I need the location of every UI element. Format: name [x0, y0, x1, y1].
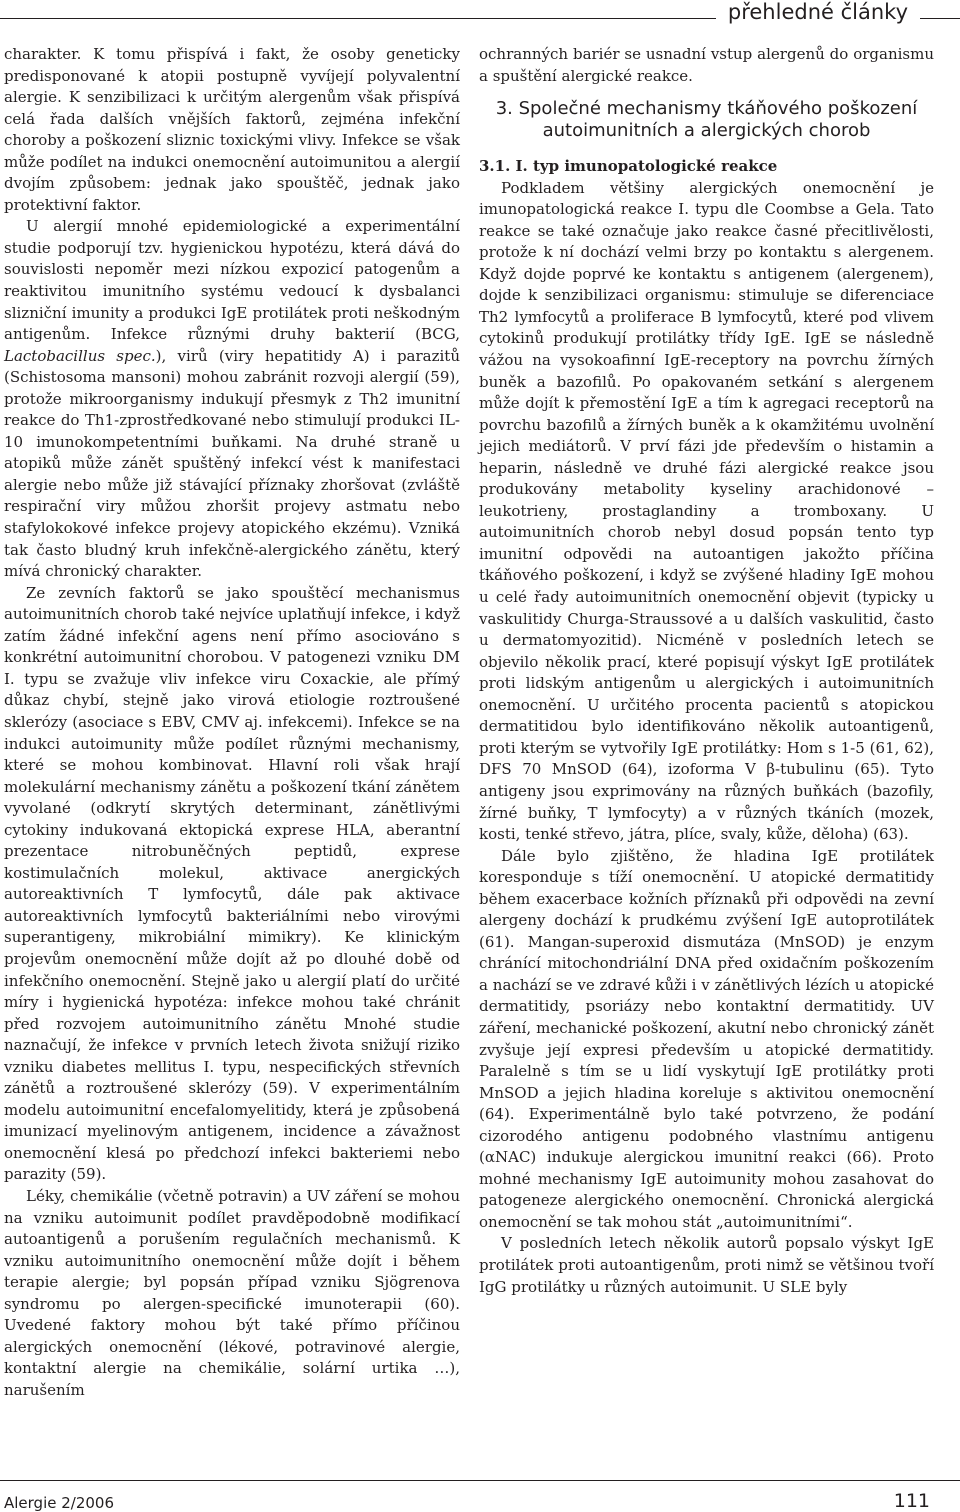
- left-paragraph-2-part-a: U alergií mnohé epidemiologické a experimentální studie podporují tzv. hygienickou hypotézu, která dává do souvislosti nepoměr mezi nízkou expozicí patogenům a reaktivitou imunitního systému vedoucí k dysbalanci slizniční imunity a produkci IgE protilátek proti neškodným antigenům. Infekce různými druhy bakterií (BCG,: [4, 217, 460, 344]
- section-label: přehledné články: [716, 0, 920, 24]
- left-paragraph-2: [4, 216, 460, 582]
- section-heading: 3. Společné mechanismy tkáňového poškození autoimunitních a alergických chorob: [495, 98, 918, 142]
- right-column: [479, 44, 934, 1298]
- left-paragraph-2-part-b: ), virů (viry hepatitidy A) i parazitů (Schistosoma mansoni) mohou zabránit rozvoji alergií (59), protože mikroorganismy indukují přesmyk z Th2 imunitní reakce do Th1-zprostředkované nebo stimulují produkci IL-10 imunokompetentními buňkami. Na druhé straně u atopiků může zánět spuštěný infekcí vést k manifestaci alergie nebo může již stávající příznaky zhoršovat (zvláště respirační viry můžou zhoršit projevy astmatu nebo stafylokokové infekce projevy atopického ekzému). Vzniká tak často bludný kruh infekčně-alergického zánětu, který mívá chronický charakter.: [4, 346, 460, 581]
- page-number: 111: [893, 1490, 930, 1512]
- subsection-heading: 3.1. I. typ imunopatologické reakce: [479, 157, 778, 176]
- right-paragraph-4: V posledních letech několik autorů popsalo výskyt IgE protilátek proti autoantigenům, proti nimž se většinou tvoří IgG protilátky u různých autoimunit. U SLE byly: [479, 1234, 934, 1296]
- page-footer: [0, 1480, 960, 1512]
- left-column: [4, 44, 460, 1401]
- right-paragraph-1: ochranných bariér se usnadní vstup alergenů do organismu a spuštění alergické reakce.: [479, 45, 934, 85]
- header-rule: [0, 0, 960, 24]
- left-paragraph-3: Ze zevních faktorů se jako spouštěcí mechanismus autoimunitních chorob také nejvíce uplatňují infekce, i když zatím žádné infekční agens není přímo asociováno s konkrétní autoimunitní chorobou. V patogenezi vzniku DM I. typu se zvažuje vliv infekce viru Coxackie, ale přímý důkaz chybí, stejně jako virová etiologie roztroušené sklerózy (asociace s EBV, CMV aj. infekcemi). Infekce se na indukci autoimunity může podílet různými mechanismy, které se mohou kombinovat. Hlavní roli však hrají molekulární mechanismy zánětu a poškození tkání zánětem vyvolané (odkrytí skrytých determinant, zánětlivými cytokiny indukovaná ektopická exprese HLA, aberantní prezentace nitrobuněčných peptidů, exprese kostimulačních molekul, aktivace anergických autoreaktivních T lymfocytů, dále pak aktivace autoreaktivních lymfocytů bakteriálními nebo virovými superantigeny, mikrobiální mimikry). Ke klinickým projevům onemocnění může dojít až po dlouhé době od infekčního onemocnění. Stejně jako u alergií platí do určité míry i hygienická hypotéza: infekce mohou také chránit před rozvojem autoimunitního zánětu Mnohé studie naznačují, že infekce v prvních letech života snižují riziko vzniku diabetes mellitus I. typu, nespecifických střevních zánětů a roztroušené sklerózy (59). V experimentálním modelu autoimunitní encefalomyelitidy, která je způsobená imunizací myelinovým antigenem, incidence a závažnost onemocnění klesá po předchozí infekci bakteriemi nebo parazity (59).: [4, 583, 460, 1184]
- footer-rule: [0, 1480, 960, 1481]
- left-paragraph-1: charakter. K tomu přispívá i fakt, že osoby geneticky predisponované k atopii postupně vyvíjejí polyvalentní alergie. K senzibilizaci k určitým alergenům však přispívá celá řada dalších vnějších faktorů, zejména infekční choroby a poškození sliznic toxickými vlivy. Infekce se však může podílet na indukci onemocnění autoimunitou a alergií dvojím způsobem: jednak jako spouštěč, jednak jako protektivní faktor.: [4, 45, 460, 214]
- left-paragraph-4: Léky, chemikálie (včetně potravin) a UV záření se mohou na vzniku autoimunit podílet pravděpodobně modifikací autoantigenů a porušením regulačních mechanismů. K vzniku autoimunitního onemocnění může dojít i během terapie alergie; byl popsán případ vzniku Sjögrenova syndromu po alergen-specifické imunoterapii (60). Uvedené faktory mohou být také přímo příčinou alergických onemocnění (lékové, potravinové alergie, kontaktní alergie na chemikálie, solární urtika …), narušením: [4, 1186, 460, 1399]
- left-paragraph-2-italic: Lactobacillus spec.: [4, 346, 156, 365]
- right-paragraph-2: Podkladem většiny alergických onemocnění je imunopatologická reakce I. typu dle Coombse a Gela. Tato reakce se také označuje jako reakce časné přecitlivělosti, protože k ní dochází velmi brzy po kontaktu s alergenem. Když dojde poprvé ke kontaktu s antigenem (alergenem), dojde k senzibilizaci organismu: stimuluje se diferenciace Th2 lymfocytů a proliferace B lymfocytů, které pod vlivem cytokinů produkují protilátky třídy IgE. IgE se následně vážou na vysokoafinní IgE-receptory na povrchu žírných buněk a bazofilů. Po opakovaném setkání s alergenem může dojít k přemostění IgE a tím k agregaci receptorů na povrchu bazofilů a žírných buněk a k okamžitému uvolnění jejich mediátorů. V prví fázi jde především o histamin a heparin, následně ve druhé fázi alergické reakce jsou produkovány metabolity kyseliny arachidonové – leukotrieny, prostaglandiny a tromboxany. U autoimunitních chorob nebyl dosud popsán tento typ imunitní odpovědi na autoantigen jakožto příčina tkáňového poškození, i když se zvýšené hladiny IgE mohou u celé řady autoimunitních onemocnění objevit (typicky u vaskulitidy Churga-Straussové a u dalších vaskulitid, často u dermatomyozitid). Nicméně v posledních letech se objevilo několik prací, které popisují výskyt IgE protilátek proti lidským antigenům u alergických i autoimunitních onemocnění. U určitého procenta pacientů s atopickou dermatitidou bylo identifikováno několik autoantigenů, proti kterým se vytvořily IgE protilátky: Hom s 1-5 (61, 62), DFS 70 MnSOD (64), izoforma V β-tubulinu (65). Tyto antigeny jsou exprimovány na různých buňkách (bazofily, žírné buňky, T lymfocyty) a v různých tkáních (mozek, kosti, tenké střevo, játra, plíce, svaly, kůže, děloha) (63).: [479, 178, 934, 844]
- right-paragraph-3: Dále bylo zjištěno, že hladina IgE protilátek koresponduje s tíží onemocnění. U atopické dermatitidy během exacerbace kožních příznaků při odpovědi na zevní alergeny dochází k prudkému zvýšení IgE autoprotilátek (61). Mangan-superoxid dismutáza (MnSOD) je enzym chránící mitochondriální DNA před oxidačním poškozením a nachází se ve zdravé kůži i v zánětlivých lézích u atopické dermatitidy, psoriázy nebo kontaktní dermatitidy. UV záření, mechanické poškození, akutní nebo chronický zánět zvyšuje její expresi především u atopické dermatitidy. Paralelně s tím se u lidí vyskytují IgE protilátky proti MnSOD a jejich hladina koreluje s aktivitou onemocnění (64). Experimentálně bylo také potvrzeno, že podání cizorodého antigenu podobného vlastnímu antigenu (αNAC) indukuje alergickou imunitní reakci (66). Proto mohné mechanismy IgE autoimunity mohou zasahovat do patogeneze alergického onemocnění. Chronická alergická onemocnění se tak mohou stát „autoimunitními“.: [479, 846, 934, 1231]
- journal-issue: Alergie 2/2006: [4, 1494, 115, 1512]
